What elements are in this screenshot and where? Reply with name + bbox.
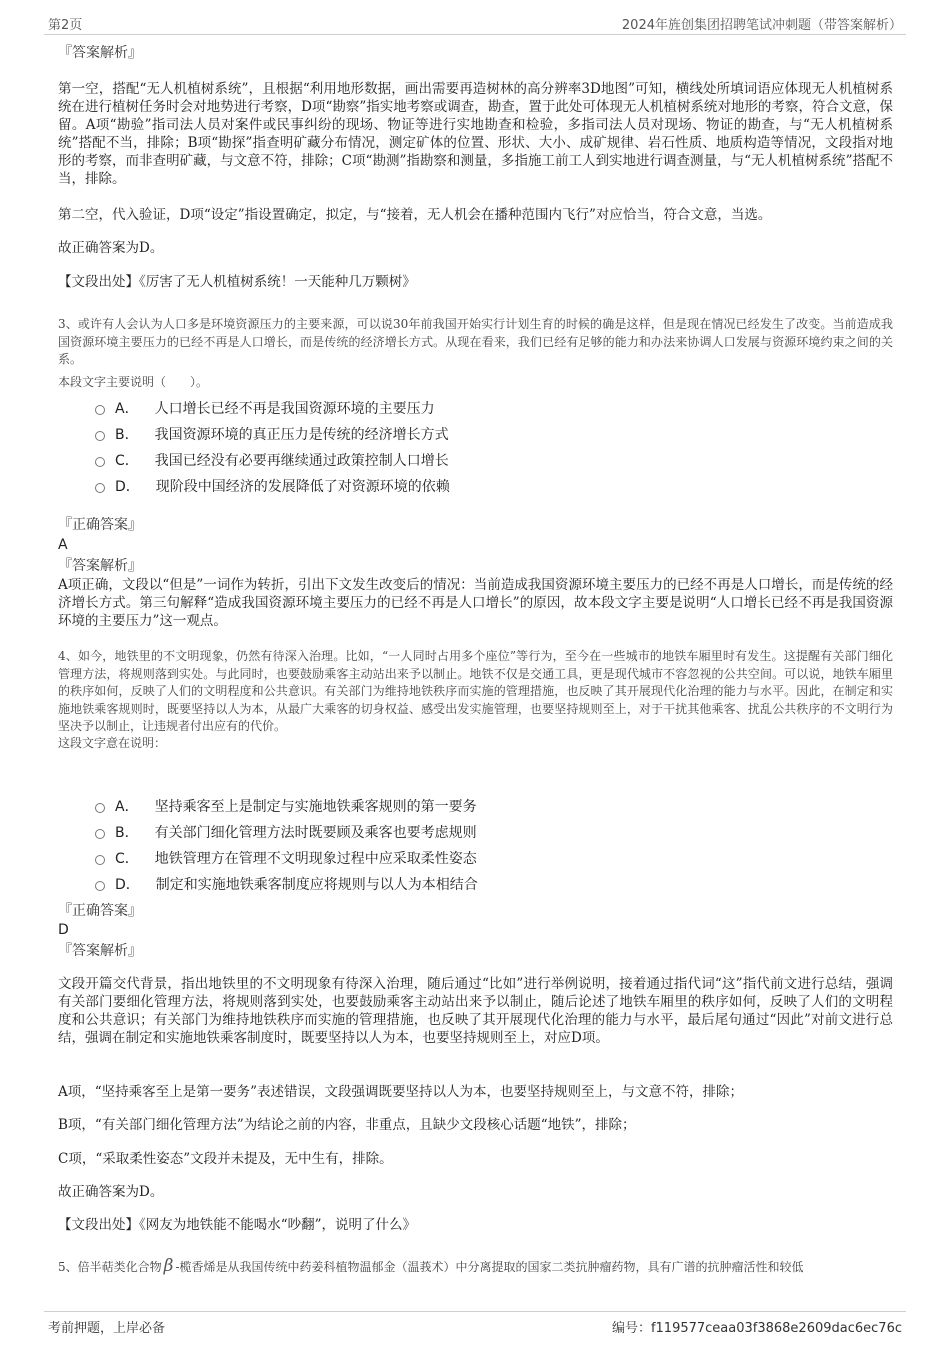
q4-stem: 4、如今，地铁里的不文明现象，仍然有待深入治理。比如，“一人同时占用多个座位”等行为，至今在一些城市的地铁车厢里时有发生。这提醒有关部门细化管理方法，将规则落到实处。与此同时，也要鼓励乘客主动站出来予以制止。地铁不仅是交通工具，更是现代城市不容忽视的公共空间。可以说，地铁车厢里的秩序如何，反映了人们的文明程度和公共意识。有关部门为维持地铁秩序而实施的管理措施，也反映了其开展现代化治理的能力与水平。因此，在制定和实施地铁乘客规则时，既要坚持以人为本，从最广大乘客的切身权益、感受出发实施管理，也要坚持规则至上，对于干扰其他乘客、扰乱公共秩序的不文明行为坚决予以制止，让违规者付出应有的代价。	[58, 649, 893, 733]
q4-option-b[interactable]: B． 有关部门细化管理方法时既要顾及乘客也要考虑规则	[95, 819, 855, 845]
radio-icon[interactable]	[95, 457, 105, 467]
q4-option-d[interactable]: D． 制定和实施地铁乘客制度应将规则与以人为本相结合	[95, 871, 855, 897]
q4-explain-c: C项，“采取柔性姿态”文段并未提及，无中生有，排除。	[58, 1151, 393, 1167]
q4-options	[95, 793, 855, 897]
q4-source-label: 【文段出处】	[58, 1217, 139, 1233]
q4-source-text: 《网友为地铁能不能喝水“吵翻”，说明了什么》	[139, 1217, 417, 1233]
radio-icon[interactable]	[95, 431, 105, 441]
q2-conclusion: 故正确答案为D。	[58, 240, 164, 256]
q3-explain-label: 『答案解析』	[58, 558, 142, 574]
document-title: 2024年旌创集团招聘笔试冲刺题（带答案解析）	[621, 18, 902, 33]
q3-option-c[interactable]: C． 我国已经没有必要再继续通过政策控制人口增长	[95, 447, 855, 473]
page-footer	[44, 1311, 906, 1338]
q4-explain: 文段开篇交代背景，指出地铁里的不文明现象有待深入治理，随后通过“比如”进行举例说明，接着通过指代词“这”指代前文进行总结，强调有关部门要细化管理方法，将规则落到实处，也要鼓励乘客主动站出来予以制止，随后论述了地铁车厢里的秩序如何，反映了人们的文明程度和公共意识；有关部门为维持地铁秩序而实施的管理措施，也反映了其开展现代化治理的能力与水平，最后尾句通过“因此”对前文进行总结，强调在制定和实施地铁乘客制度时，既要坚持以人为本，也要坚持规则至上，对应D项。	[58, 976, 893, 1046]
page-header	[44, 12, 906, 35]
q4-conclusion: 故正确答案为D。	[58, 1184, 164, 1200]
q2-explain-para1: 第一空，搭配“无人机植树系统”，且根据“利用地形数据，画出需要再造树林的高分辨率3D地图”可知，横线处所填词语应体现无人机植树系统在进行植树任务时会对地势进行考察，D项“勘察”指实地考察或调查，勘查，置于此处可体现无人机植树系统对地形的考察，符合文意，保留。A项“勘验”指司法人员对案件或民事纠纷的现场、物证等进行实地勘查和检验，多指司法人员对现场、物证的勘查，与“无人机植树系统”搭配不当，排除；B项“勘探”指查明矿藏分布情况，测定矿体的位置、形状、大小、成矿规律、岩石性质、地质构造等情况，文段指对地形的考察，而非查明矿藏，与文意不符，排除；C项“勘测”指勘察和测量，多指施工前工人到实地进行调查测量，与“无人机植树系统”搭配不当，排除。	[58, 81, 893, 187]
q4-option-a[interactable]: A． 坚持乘客至上是制定与实施地铁乘客规则的第一要务	[95, 793, 855, 819]
q4-option-c[interactable]: C． 地铁管理方在管理不文明现象过程中应采取柔性姿态	[95, 845, 855, 871]
q4-explain-b: B项，“有关部门细化管理方法”为结论之前的内容，非重点，且缺少文段核心话题“地铁”，排除；	[58, 1117, 636, 1133]
q3-answer: A	[58, 537, 68, 553]
q3-option-a[interactable]: A． 人口增长已经不再是我国资源环境的主要压力	[95, 395, 855, 421]
q4-explain-label: 『答案解析』	[58, 943, 142, 959]
q5-stem: 5、倍半萜类化合物 β -榄香烯是从我国传统中药姜科植物温郁金（温莪术）中分离提取的国家二类抗肿瘤药物，具有广谱的抗肿瘤活性和较低	[58, 1256, 804, 1276]
radio-icon[interactable]	[95, 405, 105, 415]
radio-icon[interactable]	[95, 881, 105, 891]
q3-option-d[interactable]: D． 现阶段中国经济的发展降低了对资源环境的依赖	[95, 473, 855, 499]
q3-answer-label: 『正确答案』	[58, 517, 142, 533]
q4-source	[58, 1216, 893, 1234]
q3-explain: A项正确，文段以“但是”一词作为转折，引出下文发生改变后的情况：当前造成我国资源环境主要压力的已经不再是人口增长，而是传统的经济增长方式。第三句解释“造成我国资源环境主要压力的已经不再是人口增长”的原因，故本段文字主要是说明“人口增长已经不再是我国资源环境的主要压力”这一观点。	[58, 577, 893, 629]
radio-icon[interactable]	[95, 483, 105, 493]
radio-icon[interactable]	[95, 855, 105, 865]
q2-explain-label: 『答案解析』	[58, 45, 142, 61]
radio-icon[interactable]	[95, 803, 105, 813]
q3-prompt: 本段文字主要说明（ ）。	[58, 375, 209, 389]
q2-source	[58, 273, 893, 291]
q2-explain-para2: 第二空，代入验证，D项“设定”指设置确定，拟定，与“接着，无人机会在播种范围内飞行”对应恰当，符合文意，当选。	[58, 207, 772, 223]
q4-answer: D	[58, 922, 69, 938]
radio-icon[interactable]	[95, 829, 105, 839]
q2-source-text: 《厉害了无人机植树系统！一天能种几万颗树》	[139, 274, 416, 290]
page-number: 第2页	[48, 18, 83, 33]
q4-explain-a: A项，“坚持乘客至上是第一要务”表述错误，文段强调既要坚持以人为本，也要坚持规则至上，与文意不符，排除；	[58, 1084, 744, 1100]
q2-source-label: 【文段出处】	[58, 274, 139, 290]
q3-option-b[interactable]: B． 我国资源环境的真正压力是传统的经济增长方式	[95, 421, 855, 447]
beta-symbol: β	[163, 1256, 174, 1276]
q4-answer-label: 『正确答案』	[58, 903, 142, 919]
document-id: 编号：f119577ceaa03f3868e2609dac6ec76c	[611, 1321, 902, 1336]
footer-slogan: 考前押题，上岸必备	[48, 1321, 166, 1336]
q4-prompt: 这段文字意在说明：	[58, 736, 167, 750]
q3-stem: 3、或许有人会认为人口多是环境资源压力的主要来源，可以说30年前我国开始实行计划生育的时候的确是这样，但是现在情况已经发生了改变。当前造成我国资源环境主要压力的已经不再是人口增长，而是传统的经济增长方式。从现在看来，我们已经有足够的能力和办法来协调人口发展与资源环境约束之间的关系。	[58, 317, 893, 366]
q3-options	[95, 395, 855, 499]
